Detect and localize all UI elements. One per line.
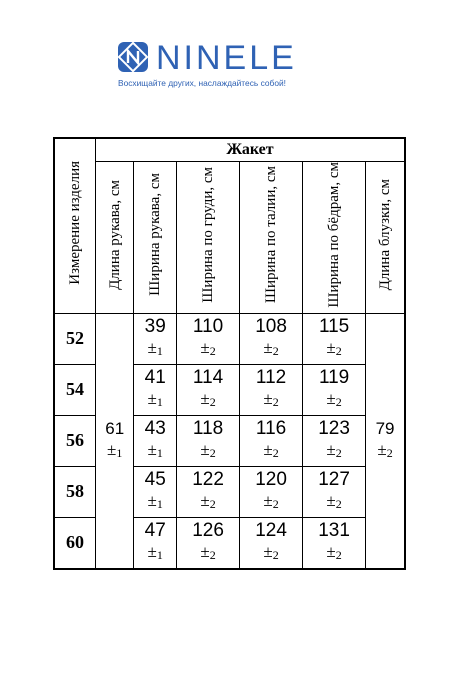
table-cell: 127 $\pm_2$ bbox=[303, 466, 366, 517]
column-headers bbox=[54, 162, 405, 314]
size-label: 54 bbox=[54, 364, 96, 415]
row-header-cell bbox=[54, 138, 96, 313]
size-label: 60 bbox=[54, 517, 96, 569]
blouse-length-cell: 79 $\pm_2$ bbox=[366, 313, 405, 569]
size-label: 58 bbox=[54, 466, 96, 517]
size-label: 56 bbox=[54, 415, 96, 466]
table-row bbox=[54, 313, 405, 364]
table-cell: 122 $\pm_2$ bbox=[177, 466, 240, 517]
column-header: Длина блузки, см bbox=[366, 162, 405, 314]
ninele-logo-icon bbox=[118, 42, 148, 72]
size-label: 52 bbox=[54, 313, 96, 364]
row-header-label: Измерение изделия bbox=[67, 161, 83, 286]
brand-name: NINELE bbox=[156, 39, 297, 77]
column-header: Ширина по талии, см bbox=[240, 162, 303, 314]
table-cell: 39 $\pm_1$ bbox=[134, 313, 177, 364]
column-header: Ширина по бёдрам, см bbox=[303, 162, 366, 314]
table-cell: 108 $\pm_2$ bbox=[240, 313, 303, 364]
brand-logo bbox=[118, 39, 348, 92]
table-cell: 41 $\pm_1$ bbox=[134, 364, 177, 415]
column-header: Ширина по груди, см bbox=[177, 162, 240, 314]
table-cell: 119 $\pm_2$ bbox=[303, 364, 366, 415]
table-cell: 131 $\pm_2$ bbox=[303, 517, 366, 569]
table-cell: 118 $\pm_2$ bbox=[177, 415, 240, 466]
table-cell: 126 $\pm_2$ bbox=[177, 517, 240, 569]
brand-slogan: Восхищайте других, наслаждайтесь собой! bbox=[118, 78, 286, 88]
table-cell: 45 $\pm_1$ bbox=[134, 466, 177, 517]
table-cell: 115 $\pm_2$ bbox=[303, 313, 366, 364]
table-cell: 47 $\pm_1$ bbox=[134, 517, 177, 569]
size-table bbox=[53, 137, 406, 570]
table-cell: 114 $\pm_2$ bbox=[177, 364, 240, 415]
table-cell: 123 $\pm_2$ bbox=[303, 415, 366, 466]
column-header: Длина рукава, см bbox=[96, 162, 134, 314]
table-cell: 112 $\pm_2$ bbox=[240, 364, 303, 415]
table-cell: 43 $\pm_1$ bbox=[134, 415, 177, 466]
column-header: Ширина рукава, см bbox=[134, 162, 177, 314]
sleeve-length-cell: 61 $\pm_1$ bbox=[96, 313, 134, 569]
table-title: Жакет bbox=[96, 138, 406, 162]
table-cell: 120 $\pm_2$ bbox=[240, 466, 303, 517]
table-cell: 110 $\pm_2$ bbox=[177, 313, 240, 364]
table-cell: 116 $\pm_2$ bbox=[240, 415, 303, 466]
table-cell: 124 $\pm_2$ bbox=[240, 517, 303, 569]
